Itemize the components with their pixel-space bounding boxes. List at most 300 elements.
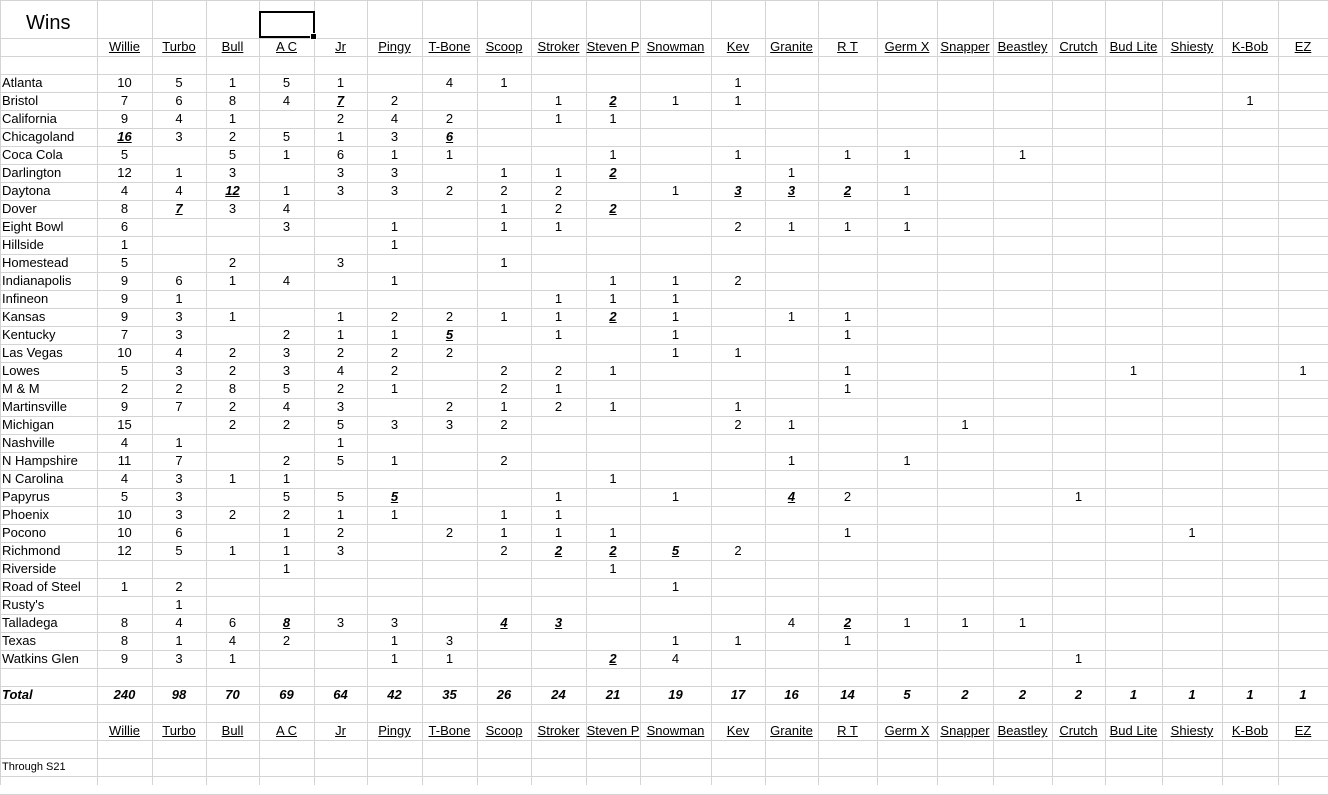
win-count-cell[interactable]: 12 (225, 183, 240, 198)
win-count-cell[interactable]: 1 (671, 291, 680, 306)
track-name[interactable]: Martinsville (2, 399, 68, 414)
win-count-cell[interactable]: 2 (282, 417, 291, 432)
win-count-cell[interactable]: 2 (609, 543, 617, 558)
win-count-cell[interactable]: 2 (228, 363, 237, 378)
win-count-cell[interactable]: 7 (175, 453, 183, 468)
win-count-cell[interactable]: 3 (336, 183, 345, 198)
win-count-cell[interactable]: 5 (228, 147, 237, 162)
track-name[interactable]: Talladega (2, 615, 58, 630)
win-count-cell[interactable]: 8 (120, 201, 129, 216)
win-count-cell[interactable]: 1 (734, 75, 742, 90)
footer-driver-name[interactable]: Stroker (537, 723, 580, 738)
win-count-cell[interactable]: 1 (787, 453, 796, 468)
win-count-cell[interactable]: 1 (390, 651, 399, 666)
win-count-cell[interactable]: 2 (445, 399, 454, 414)
win-count-cell[interactable]: 3 (390, 129, 399, 144)
win-count-cell[interactable]: 2 (500, 543, 508, 558)
win-count-cell[interactable]: 1 (734, 345, 742, 360)
win-count-cell[interactable]: 2 (336, 345, 345, 360)
win-count-cell[interactable]: 4 (390, 111, 399, 126)
win-count-cell[interactable]: 7 (120, 327, 129, 342)
win-count-cell[interactable]: 2 (554, 183, 563, 198)
header-driver-name[interactable]: Shiesty (1170, 39, 1214, 54)
win-count-cell[interactable]: 10 (117, 525, 132, 540)
win-count-cell[interactable]: 1 (228, 309, 237, 324)
win-count-cell[interactable]: 5 (336, 453, 345, 468)
total-value[interactable]: 14 (840, 687, 855, 702)
footer-driver-name[interactable]: R T (837, 723, 858, 738)
win-count-cell[interactable]: 1 (554, 219, 563, 234)
win-count-cell[interactable]: 9 (120, 309, 129, 324)
win-count-cell[interactable]: 4 (787, 615, 796, 630)
footer-driver-name[interactable]: Crutch (1059, 723, 1098, 738)
win-count-cell[interactable]: 2 (282, 453, 291, 468)
win-count-cell[interactable]: 3 (175, 129, 183, 144)
win-count-cell[interactable]: 5 (175, 75, 183, 90)
win-count-cell[interactable]: 4 (445, 75, 454, 90)
win-count-cell[interactable]: 2 (734, 417, 742, 432)
footer-driver-name[interactable]: A C (276, 723, 297, 738)
win-count-cell[interactable]: 2 (734, 219, 742, 234)
footer-driver-name[interactable]: Bud Lite (1109, 723, 1158, 738)
win-count-cell[interactable]: 4 (671, 651, 680, 666)
win-count-cell[interactable]: 1 (787, 165, 796, 180)
track-name[interactable]: Chicagoland (2, 129, 75, 144)
win-count-cell[interactable]: 1 (1018, 615, 1027, 630)
total-value[interactable]: 98 (171, 687, 187, 702)
win-count-cell[interactable]: 1 (1018, 147, 1027, 162)
win-count-cell[interactable]: 5 (120, 363, 129, 378)
win-count-cell[interactable]: 2 (609, 165, 617, 180)
win-count-cell[interactable]: 2 (554, 201, 563, 216)
header-driver-name[interactable]: A C (276, 39, 297, 54)
total-value[interactable]: 42 (387, 687, 402, 702)
win-count-cell[interactable]: 1 (228, 543, 237, 558)
win-count-cell[interactable]: 1 (228, 651, 237, 666)
win-count-cell[interactable]: 1 (903, 147, 911, 162)
footer-driver-name[interactable]: Beastley (997, 723, 1048, 738)
win-count-cell[interactable]: 9 (120, 111, 129, 126)
total-label[interactable]: Total (2, 687, 33, 702)
win-count-cell[interactable]: 2 (282, 327, 291, 342)
win-count-cell[interactable]: 6 (336, 147, 345, 162)
win-count-cell[interactable]: 1 (961, 417, 969, 432)
win-count-cell[interactable]: 2 (390, 93, 399, 108)
total-value[interactable]: 240 (113, 687, 136, 702)
total-value[interactable]: 1 (1188, 687, 1196, 702)
win-count-cell[interactable]: 4 (336, 363, 345, 378)
footer-driver-name[interactable]: Jr (335, 723, 346, 738)
win-count-cell[interactable]: 2 (175, 381, 183, 396)
win-count-cell[interactable]: 1 (671, 579, 680, 594)
win-count-cell[interactable]: 1 (390, 147, 399, 162)
win-count-cell[interactable]: 1 (554, 525, 563, 540)
win-count-cell[interactable]: 1 (1129, 363, 1138, 378)
win-count-cell[interactable]: 1 (609, 561, 617, 576)
total-value[interactable]: 2 (1074, 687, 1083, 702)
win-count-cell[interactable]: 3 (175, 651, 183, 666)
win-count-cell[interactable]: 3 (175, 309, 183, 324)
footer-driver-name[interactable]: Turbo (162, 723, 196, 738)
win-count-cell[interactable]: 1 (1299, 363, 1307, 378)
win-count-cell[interactable]: 1 (336, 507, 345, 522)
footer-driver-name[interactable]: Steven P (586, 723, 640, 738)
track-name[interactable]: Darlington (2, 165, 62, 180)
win-count-cell[interactable]: 3 (175, 471, 183, 486)
win-count-cell[interactable]: 2 (500, 363, 508, 378)
win-count-cell[interactable]: 1 (734, 93, 742, 108)
win-count-cell[interactable]: 3 (175, 489, 183, 504)
win-count-cell[interactable]: 1 (175, 291, 183, 306)
win-count-cell[interactable]: 1 (175, 165, 183, 180)
header-driver-name[interactable]: Jr (335, 39, 346, 54)
win-count-cell[interactable]: 1 (843, 381, 852, 396)
win-count-cell[interactable]: 1 (734, 147, 742, 162)
win-count-cell[interactable]: 3 (734, 183, 742, 198)
total-value[interactable]: 1 (1246, 687, 1254, 702)
win-count-cell[interactable]: 2 (336, 525, 345, 540)
win-count-cell[interactable]: 16 (117, 129, 132, 144)
through-note[interactable]: Through S21 (2, 761, 66, 773)
win-count-cell[interactable]: 2 (500, 453, 508, 468)
win-count-cell[interactable]: 2 (228, 417, 237, 432)
win-count-cell[interactable]: 3 (336, 165, 345, 180)
win-count-cell[interactable]: 1 (671, 93, 680, 108)
win-count-cell[interactable]: 3 (390, 165, 399, 180)
track-name[interactable]: Infineon (2, 291, 49, 306)
win-count-cell[interactable]: 1 (390, 219, 399, 234)
header-driver-name[interactable]: Willie (108, 39, 141, 54)
win-count-cell[interactable]: 3 (336, 543, 345, 558)
win-count-cell[interactable]: 4 (282, 399, 291, 414)
header-driver-name[interactable]: Steven P (586, 39, 640, 54)
win-count-cell[interactable]: 1 (609, 471, 617, 486)
win-count-cell[interactable]: 6 (175, 93, 183, 108)
total-value[interactable]: 2 (961, 687, 969, 702)
header-driver-name[interactable]: Snapper (940, 39, 990, 54)
win-count-cell[interactable]: 1 (390, 381, 399, 396)
win-count-cell[interactable]: 2 (336, 111, 345, 126)
header-driver-name[interactable]: Granite (770, 39, 813, 54)
win-count-cell[interactable]: 1 (120, 237, 129, 252)
win-count-cell[interactable]: 3 (282, 219, 291, 234)
win-count-cell[interactable]: 2 (390, 363, 399, 378)
win-count-cell[interactable]: 1 (554, 93, 563, 108)
win-count-cell[interactable]: 1 (843, 147, 852, 162)
track-name[interactable]: Las Vegas (2, 345, 63, 360)
win-count-cell[interactable]: 1 (734, 399, 742, 414)
win-count-cell[interactable]: 8 (282, 615, 291, 630)
track-name[interactable]: Nashville (2, 435, 55, 450)
footer-driver-name[interactable]: Scoop (485, 723, 523, 738)
win-count-cell[interactable]: 5 (282, 129, 291, 144)
track-name[interactable]: Kentucky (2, 327, 56, 342)
win-count-cell[interactable]: 2 (554, 543, 563, 558)
win-count-cell[interactable]: 1 (390, 327, 399, 342)
header-driver-name[interactable]: Stroker (537, 39, 580, 54)
win-count-cell[interactable]: 1 (609, 363, 617, 378)
win-count-cell[interactable]: 1 (1246, 93, 1254, 108)
win-count-cell[interactable]: 8 (228, 381, 237, 396)
win-count-cell[interactable]: 4 (500, 615, 508, 630)
win-count-cell[interactable]: 12 (117, 543, 132, 558)
win-count-cell[interactable]: 1 (554, 327, 563, 342)
win-count-cell[interactable]: 10 (117, 345, 132, 360)
win-count-cell[interactable]: 4 (228, 633, 237, 648)
header-driver-name[interactable]: Beastley (997, 39, 1048, 54)
footer-driver-name[interactable]: Kev (726, 723, 750, 738)
footer-driver-name[interactable]: Snapper (940, 723, 990, 738)
win-count-cell[interactable]: 3 (282, 345, 291, 360)
win-count-cell[interactable]: 3 (336, 615, 345, 630)
win-count-cell[interactable]: 2 (609, 201, 617, 216)
win-count-cell[interactable]: 1 (390, 507, 399, 522)
win-count-cell[interactable]: 2 (445, 525, 454, 540)
win-count-cell[interactable]: 1 (282, 543, 291, 558)
win-count-cell[interactable]: 1 (282, 147, 291, 162)
total-value[interactable]: 5 (903, 687, 911, 702)
header-driver-name[interactable]: Germ X (884, 39, 930, 54)
win-count-cell[interactable]: 7 (175, 399, 183, 414)
win-count-cell[interactable]: 1 (609, 273, 617, 288)
win-count-cell[interactable]: 1 (175, 597, 183, 612)
footer-driver-name[interactable]: Granite (770, 723, 813, 738)
win-count-cell[interactable]: 5 (336, 489, 345, 504)
total-value[interactable]: 17 (730, 687, 746, 702)
header-driver-name[interactable]: T-Bone (428, 39, 471, 54)
win-count-cell[interactable]: 1 (554, 111, 563, 126)
win-count-cell[interactable]: 1 (787, 309, 796, 324)
track-name[interactable]: Watkins Glen (2, 651, 79, 666)
win-count-cell[interactable]: 6 (175, 273, 183, 288)
win-count-cell[interactable]: 2 (734, 273, 742, 288)
track-name[interactable]: Bristol (2, 93, 39, 108)
win-count-cell[interactable]: 1 (500, 75, 508, 90)
win-count-cell[interactable]: 5 (282, 489, 291, 504)
win-count-cell[interactable]: 2 (228, 129, 237, 144)
track-name[interactable]: Lowes (2, 363, 40, 378)
win-count-cell[interactable]: 1 (903, 615, 911, 630)
win-count-cell[interactable]: 6 (120, 219, 129, 234)
win-count-cell[interactable]: 4 (120, 435, 129, 450)
win-count-cell[interactable]: 2 (445, 345, 454, 360)
win-count-cell[interactable]: 4 (120, 183, 129, 198)
total-value[interactable]: 1 (1299, 687, 1307, 702)
win-count-cell[interactable]: 1 (500, 525, 508, 540)
win-count-cell[interactable]: 4 (175, 111, 183, 126)
win-count-cell[interactable]: 1 (671, 345, 680, 360)
win-count-cell[interactable]: 4 (787, 489, 796, 504)
win-count-cell[interactable]: 1 (843, 525, 852, 540)
win-count-cell[interactable]: 2 (445, 309, 454, 324)
win-count-cell[interactable]: 1 (609, 399, 617, 414)
total-value[interactable]: 26 (496, 687, 512, 702)
win-count-cell[interactable]: 9 (120, 399, 129, 414)
total-value[interactable]: 1 (1129, 687, 1138, 702)
total-value[interactable]: 64 (333, 687, 348, 702)
win-count-cell[interactable]: 9 (120, 291, 129, 306)
win-count-cell[interactable]: 2 (500, 381, 508, 396)
win-count-cell[interactable]: 1 (671, 489, 680, 504)
track-name[interactable]: Road of Steel (2, 579, 81, 594)
win-count-cell[interactable]: 2 (175, 579, 183, 594)
win-count-cell[interactable]: 1 (961, 615, 969, 630)
win-count-cell[interactable]: 1 (554, 165, 563, 180)
header-driver-name[interactable]: Turbo (162, 39, 196, 54)
win-count-cell[interactable]: 1 (671, 309, 680, 324)
win-count-cell[interactable]: 2 (228, 345, 237, 360)
win-count-cell[interactable]: 1 (843, 219, 852, 234)
win-count-cell[interactable]: 2 (843, 615, 852, 630)
win-count-cell[interactable]: 3 (175, 327, 183, 342)
win-count-cell[interactable]: 5 (336, 417, 345, 432)
track-name[interactable]: Homestead (2, 255, 69, 270)
footer-driver-name[interactable]: T-Bone (428, 723, 471, 738)
win-count-cell[interactable]: 2 (554, 363, 563, 378)
win-count-cell[interactable]: 4 (175, 183, 183, 198)
win-count-cell[interactable]: 1 (554, 291, 563, 306)
footer-driver-name[interactable]: Bull (221, 723, 244, 738)
win-count-cell[interactable]: 5 (282, 75, 291, 90)
track-name[interactable]: Riverside (2, 561, 57, 576)
header-driver-name[interactable]: Bull (221, 39, 244, 54)
active-cell-selection[interactable] (259, 11, 315, 38)
track-name[interactable]: N Carolina (2, 471, 64, 486)
win-count-cell[interactable]: 2 (445, 183, 454, 198)
win-count-cell[interactable]: 2 (500, 417, 508, 432)
win-count-cell[interactable]: 1 (843, 309, 852, 324)
win-count-cell[interactable]: 10 (117, 507, 132, 522)
win-count-cell[interactable]: 1 (500, 165, 508, 180)
track-name[interactable]: Hillside (2, 237, 44, 252)
footer-driver-name[interactable]: Willie (108, 723, 141, 738)
total-value[interactable]: 16 (784, 687, 799, 702)
win-count-cell[interactable]: 1 (282, 561, 291, 576)
header-driver-name[interactable]: R T (837, 39, 858, 54)
win-count-cell[interactable]: 1 (609, 525, 617, 540)
win-count-cell[interactable]: 3 (554, 615, 563, 630)
win-count-cell[interactable]: 1 (1074, 651, 1083, 666)
total-value[interactable]: 24 (551, 687, 566, 702)
win-count-cell[interactable]: 1 (445, 651, 454, 666)
win-count-cell[interactable]: 3 (336, 399, 345, 414)
win-count-cell[interactable]: 1 (903, 219, 911, 234)
win-count-cell[interactable]: 2 (843, 489, 852, 504)
win-count-cell[interactable]: 2 (282, 633, 291, 648)
header-driver-name[interactable]: Kev (726, 39, 750, 54)
win-count-cell[interactable]: 1 (228, 471, 237, 486)
win-count-cell[interactable]: 3 (228, 165, 237, 180)
win-count-cell[interactable]: 1 (671, 273, 680, 288)
win-count-cell[interactable]: 2 (282, 507, 291, 522)
win-count-cell[interactable]: 1 (500, 201, 508, 216)
win-count-cell[interactable]: 1 (671, 183, 680, 198)
win-count-cell[interactable]: 1 (336, 309, 345, 324)
win-count-cell[interactable]: 3 (175, 363, 183, 378)
track-name[interactable]: Michigan (2, 417, 55, 432)
win-count-cell[interactable]: 9 (120, 273, 129, 288)
win-count-cell[interactable]: 4 (282, 273, 291, 288)
win-count-cell[interactable]: 1 (228, 273, 237, 288)
win-count-cell[interactable]: 2 (734, 543, 742, 558)
win-count-cell[interactable]: 1 (671, 633, 680, 648)
track-name[interactable]: Coca Cola (2, 147, 63, 162)
win-count-cell[interactable]: 2 (120, 381, 129, 396)
win-count-cell[interactable]: 2 (445, 111, 454, 126)
total-value[interactable]: 69 (279, 687, 294, 702)
win-count-cell[interactable]: 3 (282, 363, 291, 378)
track-name[interactable]: Rusty's (2, 597, 45, 612)
win-count-cell[interactable]: 3 (390, 183, 399, 198)
win-count-cell[interactable]: 6 (228, 615, 237, 630)
win-count-cell[interactable]: 2 (843, 183, 852, 198)
win-count-cell[interactable]: 2 (390, 345, 399, 360)
win-count-cell[interactable]: 1 (554, 381, 563, 396)
win-count-cell[interactable]: 1 (390, 453, 399, 468)
footer-driver-name[interactable]: Shiesty (1170, 723, 1214, 738)
win-count-cell[interactable]: 15 (117, 417, 132, 432)
win-count-cell[interactable]: 3 (787, 183, 796, 198)
win-count-cell[interactable]: 7 (120, 93, 129, 108)
track-name[interactable]: Richmond (2, 543, 61, 558)
win-count-cell[interactable]: 6 (445, 129, 454, 144)
win-count-cell[interactable]: 3 (445, 417, 454, 432)
win-count-cell[interactable]: 1 (228, 111, 237, 126)
win-count-cell[interactable]: 1 (554, 489, 563, 504)
win-count-cell[interactable]: 1 (500, 507, 508, 522)
win-count-cell[interactable]: 4 (175, 345, 183, 360)
total-value[interactable]: 35 (442, 687, 457, 702)
win-count-cell[interactable]: 1 (554, 507, 563, 522)
win-count-cell[interactable]: 3 (228, 201, 237, 216)
win-count-cell[interactable]: 3 (390, 417, 399, 432)
header-driver-name[interactable]: Bud Lite (1109, 39, 1158, 54)
win-count-cell[interactable]: 5 (671, 543, 680, 558)
header-driver-name[interactable]: Scoop (485, 39, 523, 54)
win-count-cell[interactable]: 1 (336, 129, 345, 144)
win-count-cell[interactable]: 1 (903, 453, 911, 468)
win-count-cell[interactable]: 1 (390, 273, 399, 288)
win-count-cell[interactable]: 12 (117, 165, 132, 180)
header-driver-name[interactable]: Snowman (646, 39, 705, 54)
win-count-cell[interactable]: 2 (228, 507, 237, 522)
track-name[interactable]: Phoenix (2, 507, 49, 522)
win-count-cell[interactable]: 4 (282, 201, 291, 216)
total-value[interactable]: 21 (605, 687, 621, 702)
win-count-cell[interactable]: 1 (671, 327, 680, 342)
win-count-cell[interactable]: 7 (336, 93, 345, 108)
track-name[interactable]: Dover (2, 201, 37, 216)
track-name[interactable]: Daytona (2, 183, 51, 198)
win-count-cell[interactable]: 2 (609, 651, 617, 666)
win-count-cell[interactable]: 2 (336, 381, 345, 396)
win-count-cell[interactable]: 2 (609, 309, 617, 324)
footer-driver-name[interactable]: Snowman (646, 723, 705, 738)
win-count-cell[interactable]: 1 (787, 219, 796, 234)
win-count-cell[interactable]: 5 (390, 489, 399, 504)
win-count-cell[interactable]: 1 (336, 75, 345, 90)
header-driver-name[interactable]: K-Bob (1231, 39, 1269, 54)
win-count-cell[interactable]: 10 (117, 75, 132, 90)
win-count-cell[interactable]: 1 (843, 633, 852, 648)
win-count-cell[interactable]: 9 (120, 651, 129, 666)
win-count-cell[interactable]: 3 (175, 507, 183, 522)
total-value[interactable]: 2 (1018, 687, 1027, 702)
win-count-cell[interactable]: 1 (500, 309, 508, 324)
win-count-cell[interactable]: 1 (228, 75, 237, 90)
track-name[interactable]: N Hampshire (2, 453, 78, 468)
win-count-cell[interactable]: 1 (1074, 489, 1083, 504)
